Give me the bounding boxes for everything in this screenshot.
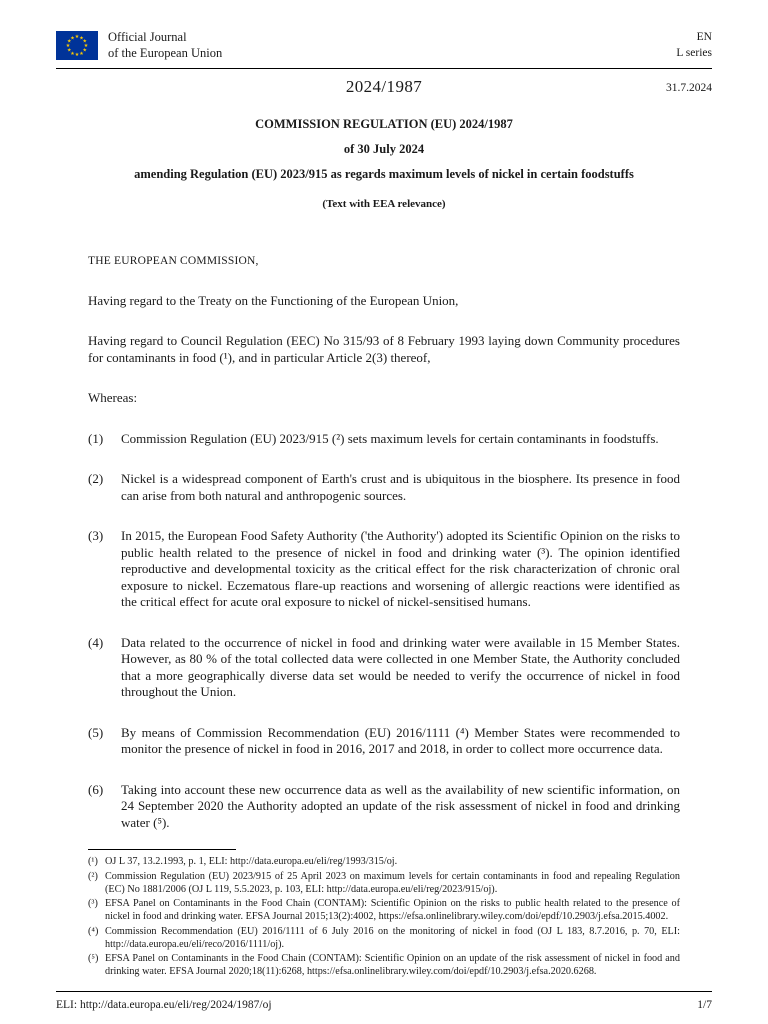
whereas-label: Whereas: [88, 390, 138, 406]
recital-4 [88, 635, 680, 701]
recital-text: Data related to the occurrence of nickel in food and drinking water were available in 15 Member States. However, as 80 % of the total collected data were collected in one Member State, the Authority concluded that a more geographically diverse data set would be needed to verify the occurrence of nickel in food throughout the Union. [121, 634, 680, 700]
journal-title-line1: Official Journal [108, 30, 187, 44]
language-code: EN [696, 31, 712, 43]
svg-text:★: ★ [65, 43, 71, 50]
recital-5 [88, 725, 680, 758]
recital-1 [88, 431, 680, 448]
document-body [88, 210, 680, 831]
series-label: L series [676, 46, 712, 59]
recital-6 [88, 782, 680, 832]
document-number: 2024/1987 [345, 77, 423, 97]
svg-text:★: ★ [66, 38, 72, 45]
recital-text: In 2015, the European Food Safety Authority ('the Authority') adopted its Scientific Opinion on the risks to public health related to the presence of nickel in food and drinking water (³). The opinion identified reproductive and developmental toxicity as the critical effect for the risk characterization of chronic oral exposure to nickel. Eczematous flare-up reactions and worsening of allergic reactions were identified as the critical effect for acute oral exposure to nickel of nickel-sensitised humans. [121, 528, 680, 610]
recital-text: Nickel is a widespread component of Earth's crust and is ubiquitous in the biosphere. Its presence in food can arise from both natural and anthropogenic sources. [121, 471, 680, 503]
svg-text:★: ★ [70, 35, 75, 42]
recital-text: By means of Commission Recommendation (EU) 2016/1111 (⁴) Member States were recommended to monitor the presence of nickel in food in 2016, 2017 and 2018, in order to collect more occurrence data. [121, 724, 680, 757]
recital-text: Taking into account these new occurrence data as well as the availability of new scientific information, on 24 September 2020 the Authority adopted an update of the risk assessment of nickel in food and drinking water (⁵). [121, 781, 680, 830]
footnote-mark: (³) [88, 898, 98, 910]
footnote-3 [88, 897, 680, 924]
footnote-4 [88, 925, 680, 952]
eu-flag-icon [56, 31, 98, 60]
publication-date: 31.7.2024 [666, 82, 712, 95]
svg-text:★: ★ [79, 35, 84, 42]
footnote-separator [88, 849, 236, 850]
footnote-text: EFSA Panel on Contaminants in the Food Chain (CONTAM): Scientific Opinion on the risks to public health related to the presence of nickel in food and drinking water. EFSA Journal 2015;13(2):4002, https://efsa.onlinelibrary.wiley.com/doi/epdf/10.2903/j.efsa.2015.4002. [105, 898, 680, 923]
journal-title-line2: of the European Union [108, 45, 223, 60]
journal-title [108, 30, 222, 61]
title-block [56, 101, 712, 210]
footnote-1 [88, 855, 680, 868]
commission-line: THE EUROPEAN COMMISSION, [88, 255, 259, 268]
intro-regulation: Having regard to Council Regulation (EEC) No 315/93 of 8 February 1993 laying down Community procedures for contaminants in food (¹), and in particular Article 2(3) thereof, [88, 333, 680, 365]
regulation-subject: amending Regulation (EU) 2023/915 as regards maximum levels of nickel in certain foodstuffs [134, 167, 634, 182]
recital-number: (6) [88, 781, 104, 797]
recital-text: Commission Regulation (EU) 2023/915 (²) sets maximum levels for certain contaminants in foodstuffs. [121, 430, 659, 446]
svg-text:★: ★ [70, 51, 75, 58]
footnote-mark: (²) [88, 870, 98, 882]
recital-number: (3) [88, 528, 104, 544]
recital-number: (2) [88, 471, 104, 487]
svg-text:★: ★ [74, 52, 80, 59]
svg-text:★: ★ [66, 47, 72, 54]
recital-2 [88, 471, 680, 504]
footnotes-section [88, 831, 680, 978]
footnote-mark: (¹) [88, 856, 98, 868]
footer-rule [56, 991, 712, 992]
recital-number: (5) [88, 724, 104, 740]
page-footer [56, 991, 712, 1011]
footnote-text: EFSA Panel on Contaminants in the Food Chain (CONTAM): Scientific Opinion on an update of the risk assessment of nickel in food and drinking water. EFSA Journal 2020;18(11):6268, https://efsa.onlinelibrary.wiley.com/doi/epdf/10.2903/j.efsa.2020.6268. [105, 953, 680, 978]
intro-treaty: Having regard to the Treaty on the Functioning of the European Union, [88, 292, 459, 308]
regulation-date: of 30 July 2024 [343, 142, 425, 157]
eea-relevance-note: (Text with EEA relevance) [322, 198, 446, 211]
masthead [56, 30, 712, 61]
header-rule [56, 68, 712, 69]
recital-3 [88, 528, 680, 611]
footnote-text: Commission Recommendation (EU) 2016/1111 of 6 July 2016 on the monitoring of nickel in food (OJ L 183, 8.7.2016, p. 70, ELI: http://data.europa.eu/eli/reco/2016/1111/oj). [105, 925, 680, 950]
svg-text:★: ★ [83, 43, 89, 50]
regulation-title: COMMISSION REGULATION (EU) 2024/1987 [255, 117, 513, 132]
eli-link[interactable]: ELI: http://data.europa.eu/eli/reg/2024/1987/oj [56, 998, 272, 1011]
svg-text:★: ★ [82, 38, 88, 45]
footnote-5 [88, 952, 680, 979]
footnote-text: OJ L 37, 13.2.1993, p. 1, ELI: http://data.europa.eu/eli/reg/1993/315/oj. [105, 856, 398, 868]
page-header [56, 30, 712, 101]
footnote-mark: (⁴) [88, 925, 99, 937]
svg-text:★: ★ [79, 51, 84, 58]
page-number: 1/7 [697, 998, 712, 1011]
recital-number: (1) [88, 430, 104, 446]
recital-number: (4) [88, 634, 104, 650]
footnote-text: Commission Regulation (EU) 2023/915 of 25 April 2023 on maximum levels for certain contaminants in food and repealing Regulation (EC) No 1881/2006 (OJ L 119, 5.5.2023, p. 103, ELI: http://data.europa.eu/eli/reg/2023/915/oj). [105, 870, 680, 895]
footnote-2 [88, 870, 680, 897]
svg-text:★: ★ [74, 34, 80, 41]
footnote-mark: (⁵) [88, 953, 99, 965]
svg-text:★: ★ [82, 47, 88, 54]
